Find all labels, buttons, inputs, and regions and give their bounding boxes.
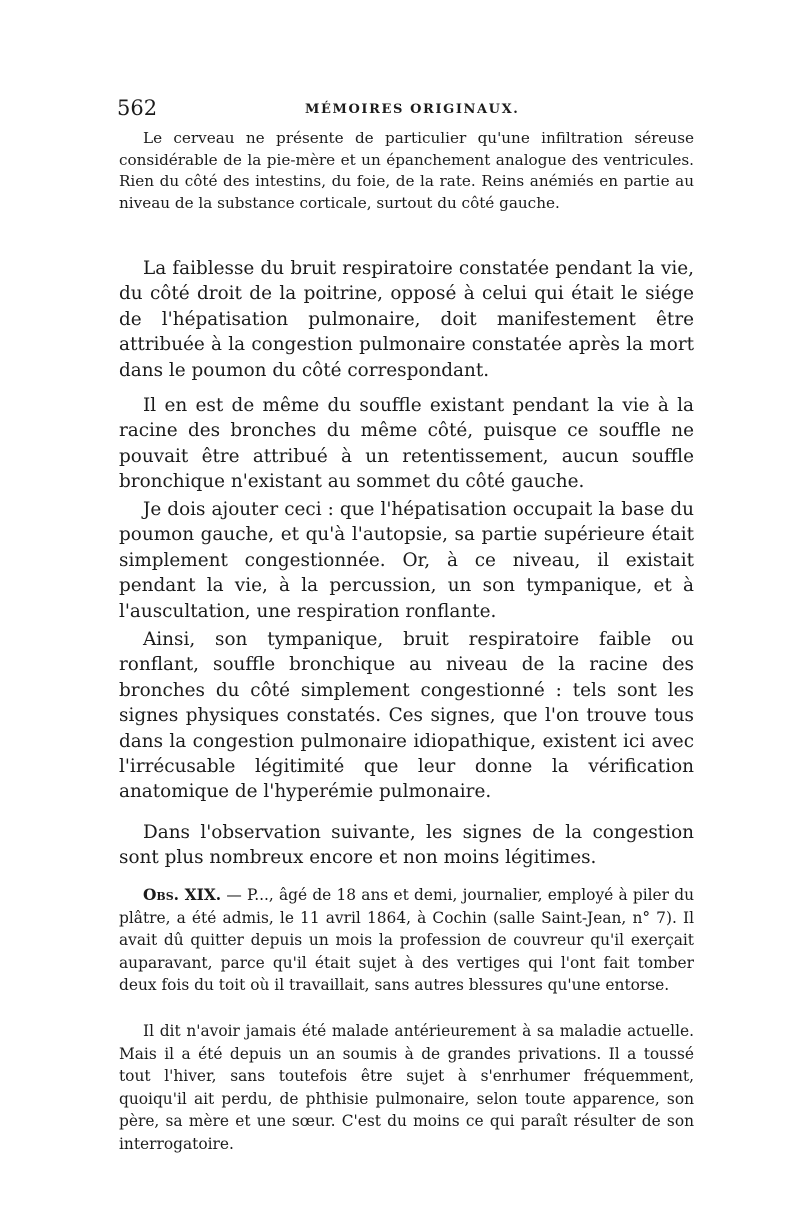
page-number: 562 (117, 96, 158, 120)
paragraph-hepatisation: Je dois ajouter ceci : que l'hépatisation occupait la base du poumon gauche, et qu'à l'autopsie, sa partie supérieure était simplement congestionnée. Or, à ce niveau, il existait pendant la vie, à la percussion, un son tympanique, et à l'auscultation, une respiration ronflante. (119, 499, 694, 622)
observation-label: Obs. XIX. (143, 886, 222, 904)
paragraph-next-observation: Dans l'observation suivante, les signes de la congestion sont plus nombreux encore et non moins légitimes. (119, 822, 694, 869)
page-header (0, 96, 800, 124)
paragraph-patient-history: Il dit n'avoir jamais été malade antérieurement à sa maladie actuelle. Mais il a été depuis un an soumis à de grandes privations. Il a toussé tout l'hiver, sans toutefois être sujet à s'enrhumer fréquemment, quoiqu'il ait perdu, de phthisie pulmonaire, selon toute apparence, son père, sa mère et une sœur. C'est du moins ce qui paraît résulter de son interrogatoire. (119, 1022, 694, 1153)
observation-text: — P..., âgé de 18 ans et demi, journalier, employé à piler du plâtre, a été admis, le 11 avril 1864, à Cochin (salle Saint-Jean, n° 7). Il avait dû quitter depuis un mois la profession de couvreur qu'il exerçait auparavant, parce qu'il était sujet à des vertiges qui l'ont fait tomber deux fois du toit où il travaillait, sans autres blessures qu'une entorse. (119, 886, 694, 995)
observation-xix-intro (119, 884, 694, 997)
paragraph-bronchial-souffle: Il en est de même du souffle existant pendant la vie à la racine des bronches du même côté, puisque ce souffle ne pouvait être attribué à un retentissement, aucun souffle bronchique n'existant au sommet du côté gauche. (119, 395, 694, 493)
paragraph-respiratory-sound: La faiblesse du bruit respiratoire constatée pendant la vie, du côté droit de la poitrine, opposé à celui qui était le siége de l'hépatisation pulmonaire, doit manifestement être attribuée à la congestion pulmonaire constatée après la mort dans le poumon du côté correspondant. (119, 258, 694, 381)
paragraph-autopsy-findings: Le cerveau ne présente de particulier qu'une infiltration séreuse considérable de la pie-mère et un épanchement analogue des ventricules. Rien du côté des intestins, du foie, de la rate. Reins anémiés en partie au niveau de la substance corticale, surtout du côté gauche. (119, 129, 694, 212)
running-head: MÉMOIRES ORIGINAUX. (305, 102, 520, 117)
paragraph-physical-signs: Ainsi, son tympanique, bruit respiratoire faible ou ronflant, souffle bronchique au niveau de la racine des bronches du côté simplement congestionné : tels sont les signes physiques constatés. Ces signes, que l'on trouve tous dans la congestion pulmonaire idiopathique, existent ici avec l'irrécusable légitimité que leur donne la vérification anatomique de l'hyperémie pulmonaire. (119, 629, 694, 803)
